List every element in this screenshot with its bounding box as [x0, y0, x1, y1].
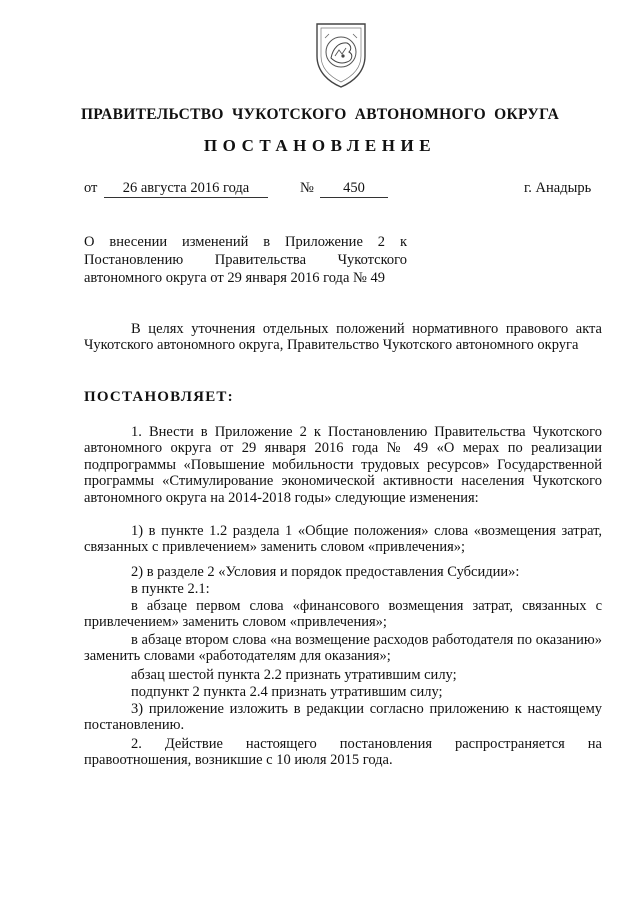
item-paragraph-second: в абзаце втором слова «на возмещение расходов работодателя по оказанию» заменить словами «работодателям для оказания»; — [84, 632, 602, 665]
resolves-heading: ПОСТАНОВЛЯЕТ: — [84, 389, 234, 405]
city: г. Анадырь — [524, 180, 592, 196]
item-2-2: абзац шестой пункта 2.2 признать утратившим силу; — [131, 667, 457, 683]
preamble: В целях уточнения отдельных положений нормативного правового акта Чукотского автономного округа, Правительство Чукотского автономного округа — [84, 321, 602, 354]
number-label: № — [300, 180, 314, 196]
document-type: ПОСТАНОВЛЕНИЕ — [203, 136, 437, 155]
from-label: от — [84, 180, 98, 196]
document-subject: О внесении изменений в Приложение 2 к Постановлению Правительства Чукотского автономного округа от 29 января 2016 года № 49 — [84, 234, 407, 286]
item-1-1: 1) в пункте 1.2 раздела 1 «Общие положения» слова «возмещения затрат, связанных с привлечением» заменить словом «привлечения»; — [84, 523, 602, 556]
item-point-2-1: в пункте 2.1: — [131, 581, 210, 597]
item-paragraph-first: в абзаце первом слова «финансового возмещения затрат, связанных с привлечением» заменить словом «привлечения»; — [84, 598, 602, 631]
item-2: 2. Действие настоящего постановления распространяется на правоотношения, возникшие с 10 июля 2015 года. — [84, 736, 602, 769]
document-number: 450 — [320, 180, 388, 198]
item-1-2: 2) в разделе 2 «Условия и порядок предоставления Субсидии»: — [131, 564, 520, 580]
item-2-4: подпункт 2 пункта 2.4 признать утратившим силу; — [131, 684, 443, 700]
item-1: 1. Внести в Приложение 2 к Постановлению Правительства Чукотского автономного округа от 29 января 2016 года № 49 «О мерах по реализации подпрограммы «Повышение мобильности трудовых ресурсов» Государственной программы «Стимулирование экономической активности населения Чукотского автономного округа на 2014-2018 годы» следующие изменения: — [84, 424, 602, 506]
document-date: 26 августа 2016 года — [104, 180, 268, 198]
organization-title: ПРАВИТЕЛЬСТВО ЧУКОТСКОГО АВТОНОМНОГО ОКРУГА — [80, 106, 560, 123]
item-1-3: 3) приложение изложить в редакции согласно приложению к настоящему постановлению. — [84, 701, 602, 734]
coat-of-arms-icon — [309, 18, 373, 90]
